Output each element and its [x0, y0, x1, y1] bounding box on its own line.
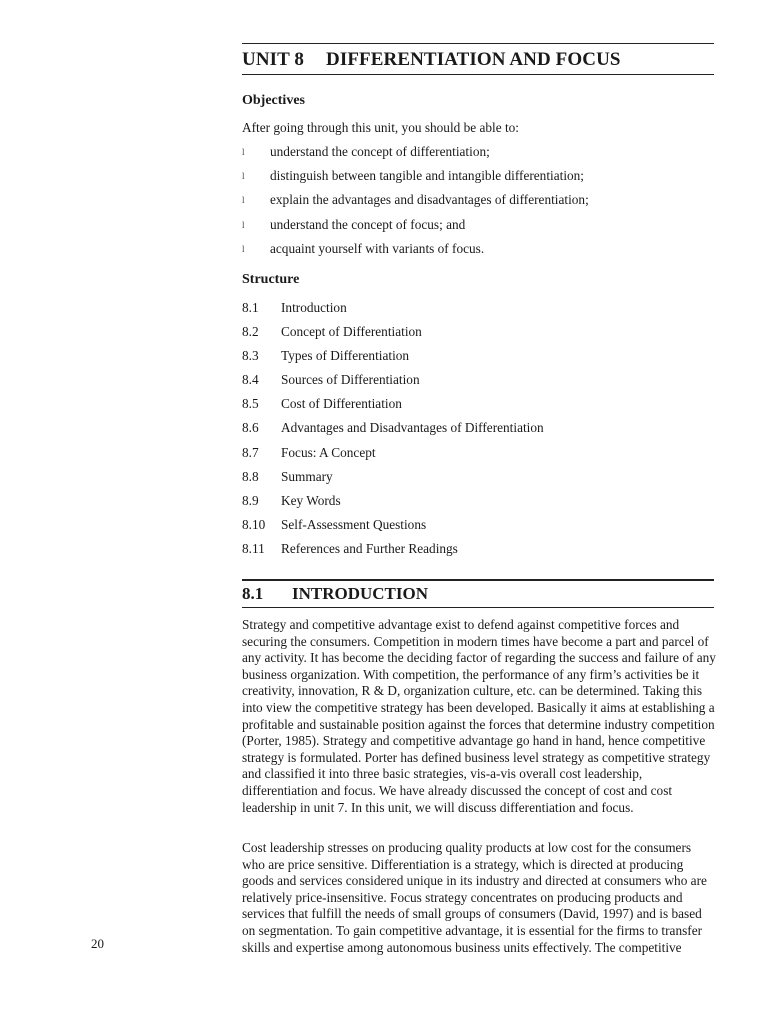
structure-item-title: Types of Differentiation: [281, 348, 410, 364]
objective-text: acquaint yourself with variants of focus.: [270, 240, 485, 256]
unit-bottom-rule: [242, 74, 714, 75]
structure-item-title: Advantages and Disadvantages of Differentiation: [281, 420, 544, 436]
structure-item-title: Concept of Differentiation: [281, 324, 422, 340]
structure-item-number: 8.8: [242, 468, 259, 484]
body-paragraph: Strategy and competitive advantage exist to defend against competitive forces and securing the consumers. Competition in modern times have become a part and parcel of any activity. It has become the deciding factor of regarding the success and failure of any business organization. With competition, the performance of any firm’s activities be it creativity, innovation, R & D, organization culture, etc. can be determined. Taking this into view the competitive strategy has been developed. Basically it aims at establishing a profitable and sustainable position against the forces that determine industry competition (Porter, 1985). Strategy and competitive advantage go hand in hand, hence competitive strategy is formulated. Porter has defined business level strategy as competitive strategy and classified it into three basic strategies, vis-a-vis overall cost leadership, differentiation and focus. We have already discussed the concept of cost and cost leadership in unit 7. In this unit, we will discuss differentiation and focus.: [242, 617, 716, 815]
objective-text: understand the concept of differentiation;: [270, 144, 490, 159]
structure-item-number: 8.6: [242, 420, 259, 436]
objectives-intro: After going through this unit, you should be able to:: [242, 120, 519, 135]
structure-item-title: Focus: A Concept: [281, 444, 376, 460]
section-title: [242, 584, 428, 604]
bullet-icon: l: [242, 195, 245, 206]
structure-item-title: Introduction: [281, 300, 347, 315]
unit-title: [242, 49, 621, 71]
structure-item-number: 8.11: [242, 540, 265, 556]
section-bottom-rule: [242, 607, 714, 608]
structure-item-title: Sources of Differentiation: [281, 372, 420, 388]
objective-text: understand the concept of focus; and: [270, 216, 466, 232]
bullet-icon: l: [242, 171, 245, 182]
bullet-icon: l: [242, 219, 245, 230]
objective-text: distinguish between tangible and intangible differentiation;: [270, 168, 585, 184]
unit-name: DIFFERENTIATION AND FOCUS: [326, 49, 621, 70]
structure-item-title: Cost of Differentiation: [281, 396, 402, 412]
page-number: 20: [91, 936, 104, 951]
objectives-heading: Objectives: [242, 93, 305, 108]
structure-item-title: Self-Assessment Questions: [281, 516, 427, 532]
structure-heading: Structure: [242, 272, 300, 287]
body-paragraph: Cost leadership stresses on producing quality products at low cost for the consumers who are price sensitive. Differentiation is a strategy, which is directed at producing goods and services considered unique in its industry and directed at consumers who are relatively price-insensitive. Focus strategy concentrates on producing products and services that fulfill the needs of small groups of consumers (David, 1997) and is based on segmentation. To gain competitive advantage, it is essential for the firms to transfer skills and expertise among autonomous business units effectively. The competitive: [242, 840, 707, 955]
structure-item-title: References and Further Readings: [281, 540, 458, 556]
structure-item-number: 8.4: [242, 372, 259, 388]
structure-item-number: 8.9: [242, 492, 259, 508]
structure-item-number: 8.3: [242, 348, 259, 364]
unit-number: UNIT 8: [242, 49, 305, 70]
section-name: INTRODUCTION: [292, 584, 429, 603]
section-top-rule: [242, 579, 714, 581]
unit-top-rule: [242, 43, 714, 44]
bullet-icon: l: [242, 147, 245, 157]
structure-item-title: Key Words: [281, 492, 341, 508]
structure-item-number: 8.10: [242, 516, 266, 532]
section-number: 8.1: [242, 584, 264, 603]
structure-item-title: Summary: [281, 468, 333, 484]
structure-item-number: 8.2: [242, 324, 259, 340]
structure-item-number: 8.1: [242, 300, 259, 315]
objective-text: explain the advantages and disadvantages of differentiation;: [270, 192, 589, 208]
structure-item-number: 8.7: [242, 444, 259, 460]
bullet-icon: l: [242, 243, 245, 254]
structure-item-number: 8.5: [242, 396, 259, 412]
